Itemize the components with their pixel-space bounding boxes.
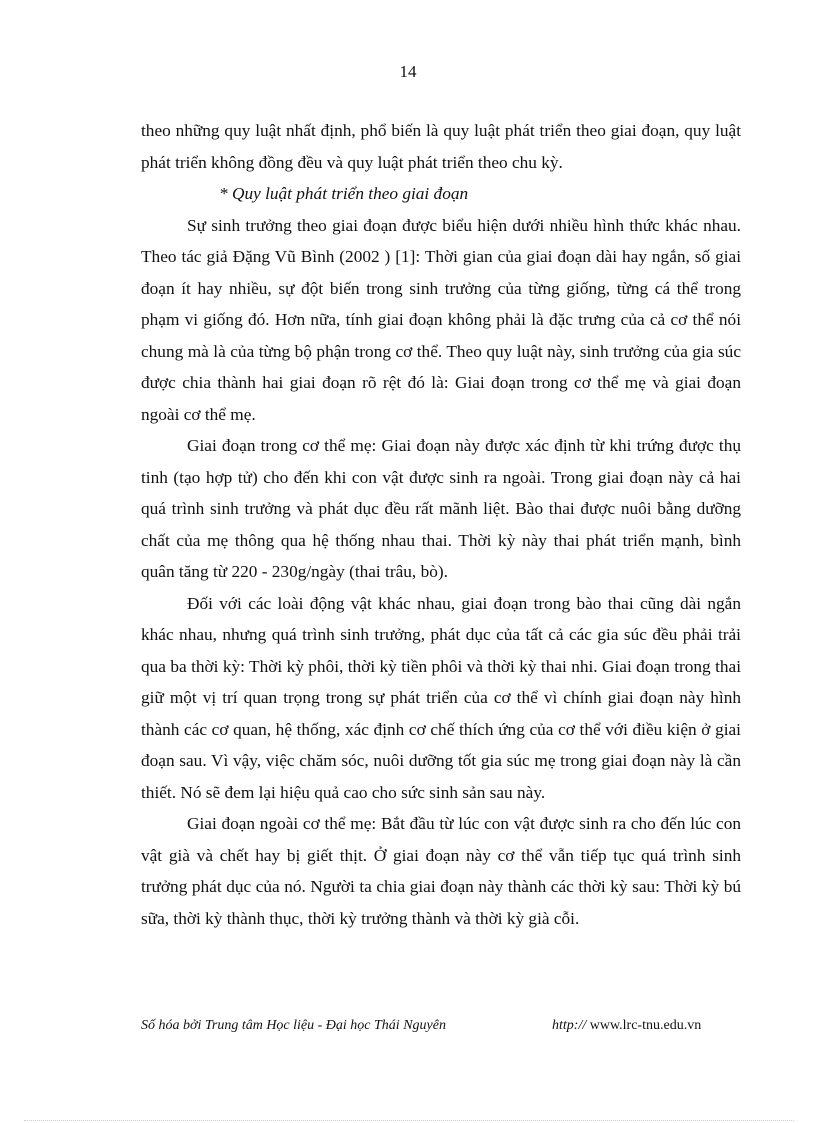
footer-link-domain: www.lrc-tnu.edu.vn: [589, 1018, 702, 1033]
page-bottom-rule: [24, 1120, 794, 1121]
footer-link[interactable]: [552, 1018, 701, 1034]
paragraph-stage-intro: Sự sinh trưởng theo giai đoạn được biểu hiện dưới nhiều hình thức khác nhau. Theo tác giả Đặng Vũ Bình (2002 ) [1]: Thời gian của giai đoạn dài hay ngắn, số giai đoạn ít hay nhiều, sự đột biến trong sinh trưởng của từng giống, từng cá thể trong phạm vi giống đó. Hơn nữa, tính giai đoạn không phải là đặc trưng của cả cơ thể nói chung mà là của từng bộ phận trong cơ thể. Theo quy luật này, sinh trưởng của gia súc được chia thành hai giai đoạn rõ rệt đó là: Giai đoạn trong cơ thể mẹ và giai đoạn ngoài cơ thể mẹ.: [141, 215, 741, 424]
section-heading: * Quy luật phát triển theo giai đoạn: [219, 184, 469, 203]
paragraph-prenatal-stage: Giai đoạn trong cơ thể mẹ: Giai đoạn này được xác định từ khi trứng được thụ tinh (tạo hợp tử) cho đến khi con vật được sinh ra ngoài. Trong giai đoạn này cả hai quá trình sinh trưởng và phát dục đều rất mãnh liệt. Bào thai được nuôi bằng dưỡng chất của mẹ thông qua hệ thống nhau thai. Thời kỳ này thai phát triển mạnh, bình quân tăng từ 220 - 230g/ngày (thai trâu, bò).: [141, 436, 741, 581]
document-body: [141, 115, 741, 934]
paragraph-fetal-periods: Đối với các loài động vật khác nhau, giai đoạn trong bào thai cũng dài ngắn khác nhau, nhưng quá trình sinh trưởng, phát dục của tất cả các gia súc đều phải trải qua ba thời kỳ: Thời kỳ phôi, thời kỳ tiền phôi và thời kỳ thai nhi. Giai đoạn trong thai giữ một vị trí quan trọng trong sự phát triển của cơ thể vì chính giai đoạn này hình thành các cơ quan, hệ thống, xác định cơ chế thích ứng của cơ thể với điều kiện ở giai đoạn sau. Vì vậy, việc chăm sóc, nuôi dưỡng tốt gia súc mẹ trong giai đoạn này là cần thiết. Nó sẽ đem lại hiệu quả cao cho sức sinh sản sau này.: [141, 593, 741, 802]
paragraph-continuation: theo những quy luật nhất định, phổ biến là quy luật phát triển theo giai đoạn, quy luật phát triển không đồng đều và quy luật phát triển theo chu kỳ.: [141, 121, 741, 172]
paragraph-postnatal-stage: Giai đoạn ngoài cơ thể mẹ: Bắt đầu từ lúc con vật được sinh ra cho đến lúc con vật già và chết hay bị giết thịt. Ở giai đoạn này cơ thể vẫn tiếp tục quá trình sinh trưởng phát dục của nó. Người ta chia giai đoạn này thành các thời kỳ sau: Thời kỳ bú sữa, thời kỳ thành thục, thời kỳ trưởng thành và thời kỳ già cỗi.: [141, 814, 741, 928]
footer-link-protocol: http://: [552, 1018, 587, 1033]
footer-credit: Số hóa bởi Trung tâm Học liệu - Đại học Thái Nguyên: [141, 1018, 446, 1033]
page-number: 14: [399, 62, 417, 81]
